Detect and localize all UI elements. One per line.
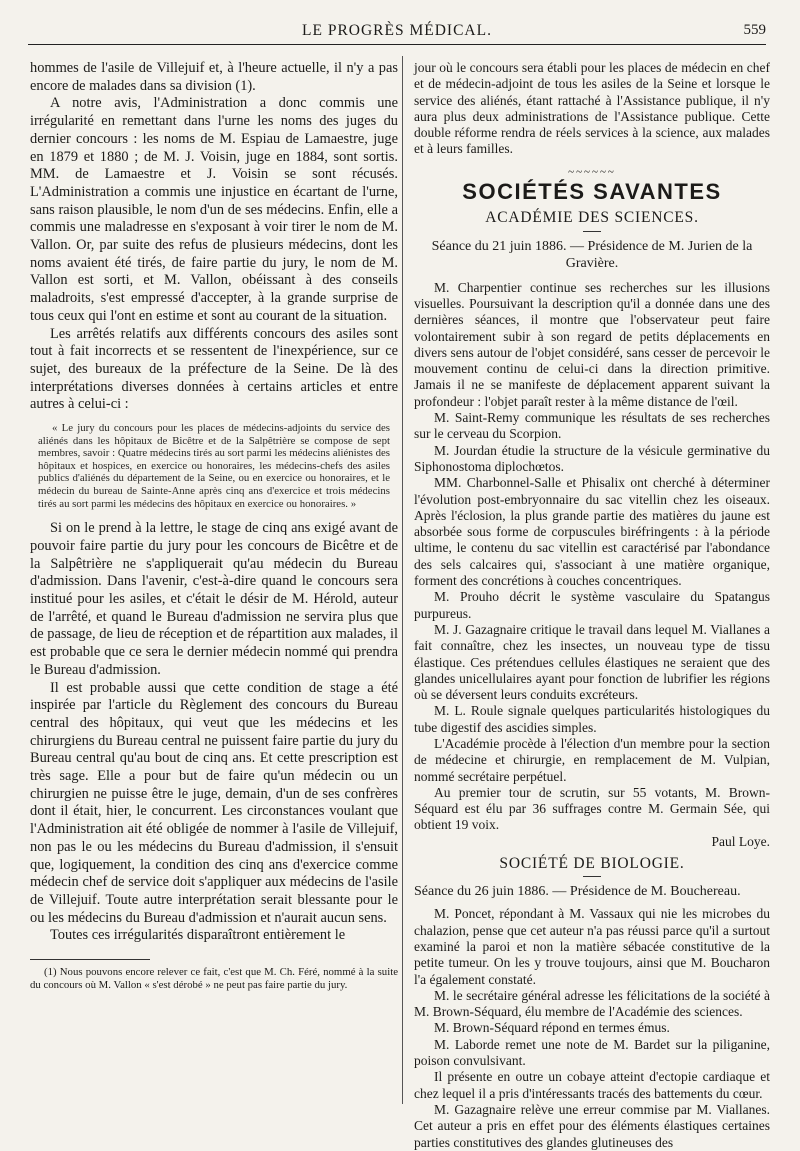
academie-para: M. L. Roule signale quelques particularités histologiques du tube digestif des ascidies simples. [414,703,770,735]
academie-para: Au premier tour de scrutin, sur 55 votants, M. Brown-Séquard est élu par 36 suffrages contre M. Germain Sée, qui obtient 19 voix. [414,784,770,833]
arrete-quotation [38,422,390,510]
left-paragraph-2: A notre avis, l'Administration a donc commis une irrégularité en remettant dans l'urne les noms des juges du dernier concours : les noms de M. Espiau de Lamaestre, juge en 1879 et 1880 ; de M. J. Voisin, juge en 1884, sont sortis. MM. de Lamaestre et J. Voisin se sont récusés. L'Administration a commis une injustice en écartant de l'urne, sans raison plausible, le nom d'un de ses médecins. Enfin, elle a commis une maladresse en s'exposant à voir tirer le nom de M. Vallon. Or, par suite des refus de plusieurs médecins, dont les noms avaient été tirés, de faire partie du jury, le nom de M. Vallon est sorti, et M. Vallon, obéissant à des conseils maladroits, s'est empressé d'accepter, à la grande surprise de tous ceux qui l'ont en estime et sont au courant de la situation. [30,95,398,324]
academie-para: M. Jourdan étudie la structure de la vésicule germinative du Siphonostoma diplochœtos. [414,442,770,474]
footnote-divider [30,959,150,960]
signature: Paul Loye. [711,833,770,849]
left-paragraph-5: Il est probable aussi que cette condition de stage a été inspirée par l'article du Règlement des concours du Bureau central des hôpitaux, qui veut que les médecins et les chirurgiens du Bureau central ne puissent faire partie du jury du Bureau central qu'au bout de cinq ans. Et cette prescription est très sage. Elle a pour but de faire qu'un médecin ou un chirurgien ne puisse être le juge, demain, d'un de ses confrères dont il était, hier, le concurrent. Les circonstances voulant que l'Administration ait été obligée de nommer à l'asile de Villejuif, non pas le ou les médecins du Bureau d'admission, il s'ensuit que, logiquement, la condition des cinq ans d'exercice comme médecin chef de service doit s'appliquer aux médecins de l'asile de Villejuif. Toute autre interprétation serait blessante pour le ou les médecins du Bureau d'admission et n'aurait aucun sens. [30,679,398,926]
left-paragraph-6: Toutes ces irrégularités disparaîtront entièrement le [50,927,346,944]
academie-para: MM. Charbonnel-Salle et Phisalix ont cherché à déterminer l'évolution post-embryonnaire du sac vitellin chez les oiseaux. Après l'éclosion, la plus grande partie des matières du jaune est absorbée sous forme de corpuscules biréfringents : à la période ultime, le contenu du sac vitellin est caractérisé par l'abondance des sels calcaires qui, s'associant à une matière organique, forment des concrétions à couches concentriques. [414,475,770,589]
quotation-text: « Le jury du concours pour les places de médecins-adjoints du service des aliénés dans les hôpitaux de Bicêtre et de la Salpêtrière se compose de sept membres, savoir : Quatre médecins tirés au sort parmi les médecins aliénistes des hôpitaux et hospices, en exercice ou honoraires, les médecins-chefs des asiles publics d'aliénés du département de la Seine, ou en exercice ou honoraires, et le médecin du bureau de Sainte-Anne après cinq ans d'exercice et trois médecins tirés au sort parmi les médecins des hôpitaux en exercice ou honoraires. » [38,422,390,510]
right-column [414,60,770,1151]
academie-para: M. Saint-Remy communique les résultats de ses recherches sur le cerveau du Scorpion. [414,410,770,442]
footnote-text: (1) Nous pouvons encore relever ce fait, c'est que M. Ch. Féré, nommé à la suite du concours où M. Vallon « s'est dérobé » ne peut pas faire partie du jury. [30,966,398,991]
biologie-para: M. Gazagnaire relève une erreur commise par M. Viallanes. Cet auteur a pris en effet pour des éléments élastiques certaines parties constitutives des glandes glutineuses des [414,1101,770,1150]
biologie-para: M. Brown-Séquard répond en termes émus. [434,1020,670,1036]
page-number: 559 [743,22,766,38]
academie-para: M. J. Gazagnaire critique le travail dans lequel M. Viallanes a fait connaître, chez les insectes, un nouveau type de tissu élastique. Ces prétendues cellules élastiques ne seraient que des glandes unicellulaires ayant pour fonction de lubrifier les régions où se déversent leurs conduits excréteurs. [414,621,770,703]
journal-title: LE PROGRÈS MÉDICAL. [302,22,492,39]
academie-para: M. Prouho décrit le système vasculaire du Spatangus purpureus. [414,589,770,621]
footnote [30,966,398,991]
biologie-seance: Séance du 26 juin 1886. — Présidence de M. Bouchereau. [414,884,741,900]
biologie-para: Il présente en outre un cobaye atteint d'ectopie cardiaque et chez lequel il a pris d'intéressants tracés des battements du cœur. [414,1069,770,1101]
biologie-para: M. Poncet, répondant à M. Vassaux qui nie les microbes du chalazion, pense que cet auteur n'a pas réussi parce qu'il a surtout examiné la paroi et non la matière sébacée constitutive de la petite tumeur. On les y trouve toujours, ainsi que M. Boucharon l'a également constaté. [414,906,770,987]
left-paragraph-4: Si on le prend à la lettre, le stage de cinq ans exigé avant de pouvoir faire partie du jury pour les concours de Bicêtre et de la Salpêtrière ne s'appliquerait qu'au médecin du Bureau d'admission. Dans l'avenir, c'est-à-dire quand le concours sera institué pour les asiles, et c'était le désir de M. Hérold, auteur de l'arrêté, et quand le Bureau d'admission ne servira plus que de passage, de lieu de réception et de répartition aux malades, il est probable que ce sera le dernier médecin nommé qui prendra le Bureau d'admission. [30,520,398,678]
column-divider [402,56,403,1104]
ornament-divider: ~~~~~~ [568,165,616,178]
left-paragraph-3: Les arrêtés relatifs aux différents concours des asiles sont tout à fait incorrects et se ressentent de l'inexpérience, sur ce sujet, des bureaux de la préfecture de la Seine. De là des interprétations diverses données à certains articles et entre autres à celui-ci : [30,325,398,413]
short-rule [583,876,601,877]
biologie-title: SOCIÉTÉ DE BIOLOGIE. [499,855,685,873]
biologie-para: M. Laborde remet une note de M. Bardet sur la piliganine, poison convulsivant. [414,1036,770,1069]
academie-para: L'Académie procède à l'élection d'un membre pour la section de médecine et chirurgie, en remplacement de M. Vulpian, nommé secrétaire perpétuel. [414,735,770,784]
left-paragraph-1: hommes de l'asile de Villejuif et, à l'heure actuelle, il n'y a pas encore de malades dans sa division (1). [30,60,398,94]
academie-seance: Séance du 21 juin 1886. — Présidence de M. Jurien de la Gravière. [431,238,753,271]
left-column [30,60,398,991]
right-paragraph-1: jour où le concours sera établi pour les places de médecin en chef et de médecin-adjoint de tous les asiles de la Seine et lorsque le service des aliénés, étant rattaché à l'Assistance publique, il n'y aura plus deux administrations de l'Assistance publique. Cette double réforme rendra de réels services à la science, aux malades et à leurs familles. [414,60,770,157]
academie-para: M. Charpentier continue ses recherches sur les illusions visuelles. Poursuivant la description qu'il a donnée dans une des dernières séances, il montre que l'observateur peut faire volontairement subir à son regard de petits déplacements en divers sens autour de l'objet considéré, sans cesser de percevoir le mouvement continu de celui-ci dans la direction primitive. Jamais il ne se manifeste de déplacement apparent suivant la profondeur : l'objet paraît rester à la même distance de l'œil. [414,279,770,409]
biologie-para: M. le secrétaire général adresse les félicitations de la société à M. Brown-Séquard, élu membre de l'Académie des sciences. [414,987,770,1020]
page-header [28,22,766,45]
academie-title: ACADÉMIE DES SCIENCES. [485,209,699,227]
short-rule [583,231,601,232]
section-title: SOCIÉTÉS SAVANTES [462,179,722,205]
